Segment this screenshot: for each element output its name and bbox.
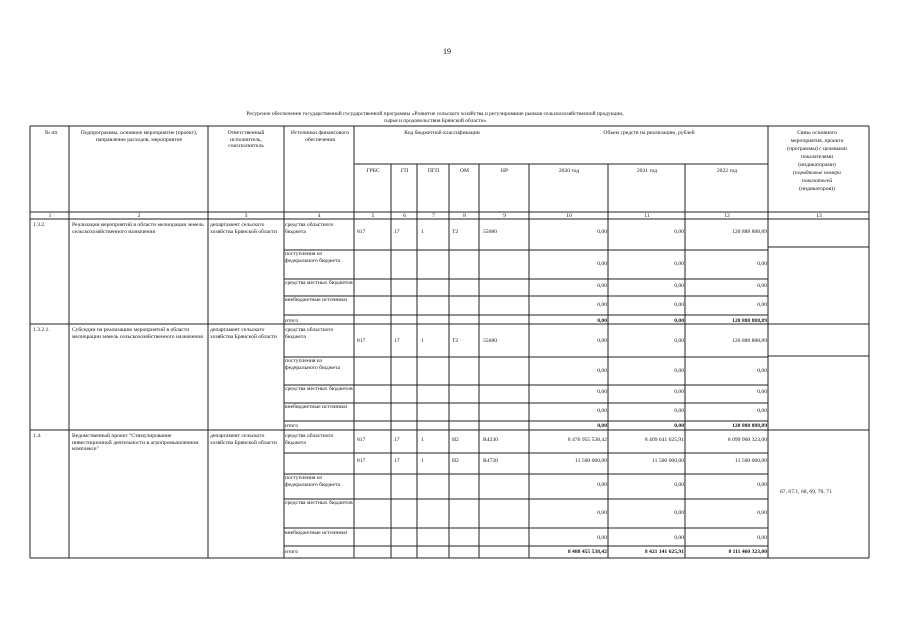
header-2020: 2020 год: [558, 168, 580, 174]
value-2020: 0,00: [597, 229, 607, 235]
code-np: R4330: [483, 437, 498, 443]
code-np: 55680: [483, 229, 497, 235]
value-2021: 0,00: [674, 338, 684, 344]
header-link-line-2: мероприятия, проекта: [790, 138, 844, 144]
header-2022: 2022 год: [716, 168, 738, 174]
section-number: 1.3.2.1.: [33, 327, 50, 333]
value-2020: 0,00: [597, 389, 607, 395]
section-name: Реализация мероприятий в области мелиорации земель сельскохозяйственного назначения: [72, 222, 204, 235]
header-pgp: ПГП: [427, 168, 440, 174]
source-label: средства областного бюджета: [285, 327, 334, 340]
value-2020: 0,00: [597, 261, 607, 267]
code-gp: 17: [394, 229, 400, 235]
code-gp: 17: [394, 338, 400, 344]
total-2020: 8 488 455 538,42: [567, 549, 607, 555]
value-2021: 0,00: [674, 482, 684, 488]
section-name: Субсидии на реализацию мероприятий в области мелиорации земель сельскохозяйственного назначения: [72, 327, 203, 340]
section-executor: департамент сельского хозяйства Брянской области: [210, 222, 277, 235]
col-number-12: 12: [724, 213, 730, 219]
col-number-7: 7: [432, 213, 435, 219]
total-2022: 120 888 888,89: [732, 318, 767, 324]
total-2020: 0,00: [597, 423, 607, 429]
value-2021: 0,00: [674, 535, 684, 541]
value-2021: 0,00: [674, 283, 684, 289]
source-label: поступления из федерального бюджета: [285, 251, 341, 264]
code-grbs: 817: [357, 437, 366, 443]
value-2022: 0,00: [757, 283, 767, 289]
value-2022: 0,00: [757, 408, 767, 414]
header-gp: ГП: [400, 168, 409, 174]
col-number-1: 1: [48, 213, 52, 219]
value-2020: 0,00: [597, 338, 607, 344]
total-2020: 0,00: [597, 318, 607, 324]
code-grbs: 817: [357, 229, 366, 235]
header-om: ОМ: [459, 168, 469, 174]
source-label: внебюджетные источники: [285, 404, 348, 410]
value-2020: 0,00: [597, 302, 607, 308]
col-number-6: 6: [403, 213, 406, 219]
section-executor: департамент сельского хозяйства Брянской области: [210, 327, 277, 340]
col-number-10: 10: [566, 213, 572, 219]
col-number-5: 5: [371, 213, 375, 219]
value-2022: 0,00: [757, 389, 767, 395]
value-2022: 11 500 000,00: [735, 458, 767, 464]
code-np: R4720: [483, 458, 498, 464]
total-2021: 8 421 141 625,91: [644, 549, 684, 555]
value-2022: 0,00: [757, 510, 767, 516]
value-2022: 120 888 888,89: [732, 338, 767, 344]
code-gp: 17: [394, 437, 400, 443]
section-name: Ведомственный проект "Стимулирование инвестиционной деятельности в агропромышленном комплексе": [72, 433, 199, 453]
header-link-line-6: (порядковые номера: [793, 170, 841, 176]
value-2020: 11 500 000,00: [575, 458, 607, 464]
value-2020: 8 476 955 538,42: [567, 437, 607, 443]
value-2021: 0,00: [674, 408, 684, 414]
code-om: И2: [452, 437, 459, 443]
source-label: средства областного бюджета: [285, 222, 334, 235]
value-2021: 0,00: [674, 389, 684, 395]
header-link-line-3: (программы) с целевыми: [787, 146, 847, 152]
code-om: Т2: [452, 229, 459, 235]
source-label: средства местных бюджетов: [285, 280, 353, 286]
value-2020: 0,00: [597, 408, 607, 414]
value-2021: 0,00: [674, 368, 684, 374]
section-executor: департамент сельского хозяйства Брянской области: [210, 433, 277, 446]
source-label-total: итого: [285, 318, 299, 324]
code-pgp: 1: [421, 458, 424, 464]
source-label-total: итого: [285, 423, 299, 429]
source-label: поступления из федерального бюджета: [285, 475, 341, 488]
code-pgp: 1: [421, 229, 424, 235]
header-volume: Объем средств на реализацию, рублей: [603, 130, 695, 136]
code-pgp: 1: [421, 338, 424, 344]
total-2022: 120 888 888,89: [732, 423, 767, 429]
header-link-line-1: Связь основного: [797, 130, 837, 136]
code-om: И2: [452, 458, 459, 464]
value-2020: 0,00: [597, 535, 607, 541]
col-number-4: 4: [317, 213, 321, 219]
code-om: Т2: [452, 338, 459, 344]
value-2021: 0,00: [674, 302, 684, 308]
value-2022: 0,00: [757, 302, 767, 308]
header-link-line-7: показателей: [801, 178, 833, 184]
header-grbs: ГРБС: [366, 168, 380, 174]
source-label: средства местных бюджетов: [285, 386, 353, 392]
value-2022: 0,00: [757, 261, 767, 267]
value-2022: 0,00: [757, 535, 767, 541]
value-2021: 11 500 000,00: [652, 458, 684, 464]
code-grbs: 817: [357, 458, 366, 464]
code-gp: 17: [394, 458, 400, 464]
total-2022: 8 111 460 323,00: [728, 549, 767, 555]
value-2021: 0,00: [674, 261, 684, 267]
value-2021: 0,00: [674, 229, 684, 235]
source-label: средства местных бюджетов: [285, 500, 353, 506]
value-2021: 8 409 641 625,91: [644, 437, 684, 443]
header-link-line-8: (индикаторов)): [799, 186, 835, 192]
section-number: 1.3.2.: [33, 222, 46, 228]
header-np: НР: [500, 168, 509, 174]
value-2020: 0,00: [597, 368, 607, 374]
col-number-2: 2: [137, 213, 141, 219]
value-2020: 0,00: [597, 510, 607, 516]
source-label: поступления из федерального бюджета: [285, 358, 341, 371]
value-2021: 0,00: [674, 510, 684, 516]
col-number-9: 9: [503, 213, 506, 219]
value-2022: 8 099 960 323,00: [727, 437, 767, 443]
value-2022: 0,00: [757, 482, 767, 488]
header-link-line-5: (индикаторами): [798, 162, 836, 168]
col-number-11: 11: [644, 213, 650, 219]
col-number-13: 13: [816, 213, 822, 219]
source-label-total: итого: [285, 549, 299, 555]
value-2022: 0,00: [757, 368, 767, 374]
table-title-line-2: сырья и продовольствия Брянской области»: [383, 118, 487, 124]
header-link-line-4: показателями: [800, 154, 834, 160]
header-sources: Источники финансового обеспечения: [290, 130, 350, 143]
code-grbs: 817: [357, 338, 366, 344]
header-subprogram: Подпрограммы, основное мероприятие (проект), направление расходов, мероприятие: [80, 130, 198, 143]
source-label: внебюджетные источники: [285, 530, 348, 536]
value-2020: 0,00: [597, 482, 607, 488]
source-label: внебюджетные источники: [285, 297, 348, 303]
code-pgp: 1: [421, 437, 424, 443]
header-budget-code: Код бюджетной классификации: [404, 130, 480, 136]
header-num: № пп: [44, 130, 58, 136]
value-2022: 120 888 888,89: [732, 229, 767, 235]
page-number: 19: [443, 47, 451, 56]
table-title-line-1: Ресурсное обеспечение государственной государственной программы «Развитие сельского хозяйства и регулирование рынков сельскохозяйственной продукции,: [246, 111, 624, 117]
source-label: средства областного бюджета: [285, 433, 334, 446]
total-2021: 0,00: [674, 318, 684, 324]
total-2021: 0,00: [674, 423, 684, 429]
indicator-numbers: 67, 67.1, 68, 69, 70, 71: [780, 489, 832, 495]
header-executor: Ответственный исполнитель, соисполнитель: [227, 130, 265, 150]
section-number: 1.4.: [33, 433, 42, 439]
code-np: 55680: [483, 338, 497, 344]
value-2020: 0,00: [597, 283, 607, 289]
header-2021: 2021 год: [636, 168, 658, 174]
col-number-3: 3: [244, 213, 248, 219]
col-number-8: 8: [463, 213, 466, 219]
